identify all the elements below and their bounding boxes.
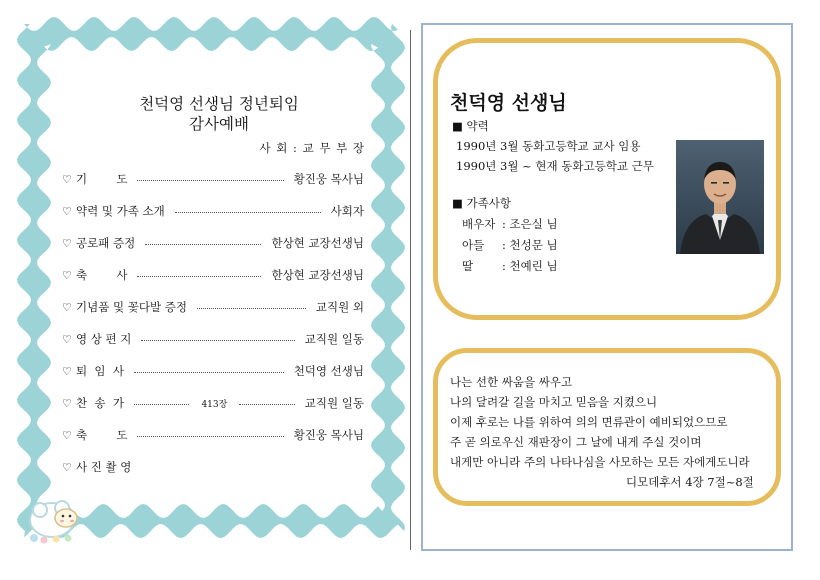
program-row xyxy=(62,298,364,316)
program-presenter: 교직원 일동 xyxy=(304,396,364,410)
verse-reference: 디모데후서 4장 7절~8절 xyxy=(626,475,754,489)
program-item: 축 도 xyxy=(76,428,128,442)
verse-line-5: 내게만 아니라 주의 나타나심을 사모하는 모든 자에게도니라 xyxy=(450,455,750,469)
center-divider xyxy=(410,30,411,550)
family-name: : 조은실 님 xyxy=(502,217,558,231)
heart-icon: ♡ xyxy=(62,396,72,410)
dot-leader xyxy=(134,372,284,373)
dot-leader xyxy=(175,212,321,213)
program-presenter: 천덕영 선생님 xyxy=(293,364,364,378)
program-title: 천덕영 선생님 정년퇴임 xyxy=(139,95,299,113)
program-row xyxy=(62,202,364,220)
heart-icon: ♡ xyxy=(62,332,72,346)
heart-icon: ♡ xyxy=(62,460,72,474)
sheep-icon xyxy=(26,494,86,546)
dot-leader xyxy=(141,340,294,341)
family-rel: 아들 xyxy=(462,238,485,252)
program-row xyxy=(62,266,364,284)
program-item: 약력 및 가족 소개 xyxy=(76,204,165,218)
verse-line-4: 주 곧 의로우신 재판장이 그 날에 내게 주실 것이며 xyxy=(450,435,702,449)
program-item: 퇴 임 사 xyxy=(76,364,124,378)
family-name: : 천성문 님 xyxy=(502,238,558,252)
heart-icon: ♡ xyxy=(62,300,72,314)
family-name: : 천예린 님 xyxy=(502,259,558,273)
dot-leader xyxy=(197,308,306,309)
program-presenter: 한상현 교장선생님 xyxy=(271,268,364,282)
program-row xyxy=(62,426,364,444)
verse-line-3: 이제 후로는 나를 위하여 의의 면류관이 예비되었으므로 xyxy=(450,415,728,429)
heart-icon: ♡ xyxy=(62,172,72,186)
heart-icon: ♡ xyxy=(62,268,72,282)
program-item: 축 사 xyxy=(76,268,128,282)
program-item: 영 상 편 지 xyxy=(76,332,132,346)
profile-name: 천덕영 선생님 xyxy=(450,92,567,114)
program-row xyxy=(62,234,364,252)
dot-leader xyxy=(137,436,283,437)
heart-icon: ♡ xyxy=(62,364,72,378)
hymn-number: 413장 xyxy=(201,399,228,410)
heart-icon: ♡ xyxy=(62,236,72,250)
program-item: 기념품 및 꽃다발 증정 xyxy=(76,300,187,314)
family-rel: 배우자 xyxy=(462,217,496,231)
program-row xyxy=(62,394,364,412)
program-item: 기 도 xyxy=(76,172,128,186)
program-presenter: 황진웅 목사님 xyxy=(293,172,364,186)
host-label: 사 회 : 교 무 부 장 xyxy=(259,141,365,155)
program-item: 사 진 촬 영 xyxy=(76,460,132,474)
verse-line-1: 나는 선한 싸움을 싸우고 xyxy=(450,375,573,389)
dot-leader xyxy=(239,404,294,405)
program-presenter: 사회자 xyxy=(330,204,364,218)
program-item: 찬 송 가 xyxy=(76,396,124,410)
program-row xyxy=(62,362,364,380)
program-presenter: 황진웅 목사님 xyxy=(293,428,364,442)
heart-icon: ♡ xyxy=(62,204,72,218)
verse-line-2: 나의 달려갈 길을 마치고 믿음을 지켰으니 xyxy=(450,395,658,409)
program-subtitle: 감사예배 xyxy=(189,115,249,133)
career-heading: ■ 약력 xyxy=(452,119,489,133)
dot-leader xyxy=(137,180,283,181)
program-row xyxy=(62,458,364,476)
program-presenter: 교직원 외 xyxy=(315,300,364,314)
career-line-1: 1990년 3월 동화고등학교 교사 임용 xyxy=(456,139,641,153)
dot-leader xyxy=(145,244,261,245)
program-presenter: 한상현 교장선생님 xyxy=(271,236,364,250)
family-heading: ■ 가족사항 xyxy=(452,196,511,210)
family-rel: 딸 xyxy=(462,259,474,273)
career-line-2: 1990년 3월 ~ 현재 동화고등학교 근무 xyxy=(456,159,654,173)
program-row xyxy=(62,330,364,348)
program-row xyxy=(62,170,364,188)
program-presenter: 교직원 일동 xyxy=(304,332,364,346)
dot-leader xyxy=(134,404,189,405)
dot-leader xyxy=(137,276,261,277)
portrait-photo xyxy=(676,140,764,254)
program-item: 공로패 증정 xyxy=(76,236,136,250)
heart-icon: ♡ xyxy=(62,428,72,442)
